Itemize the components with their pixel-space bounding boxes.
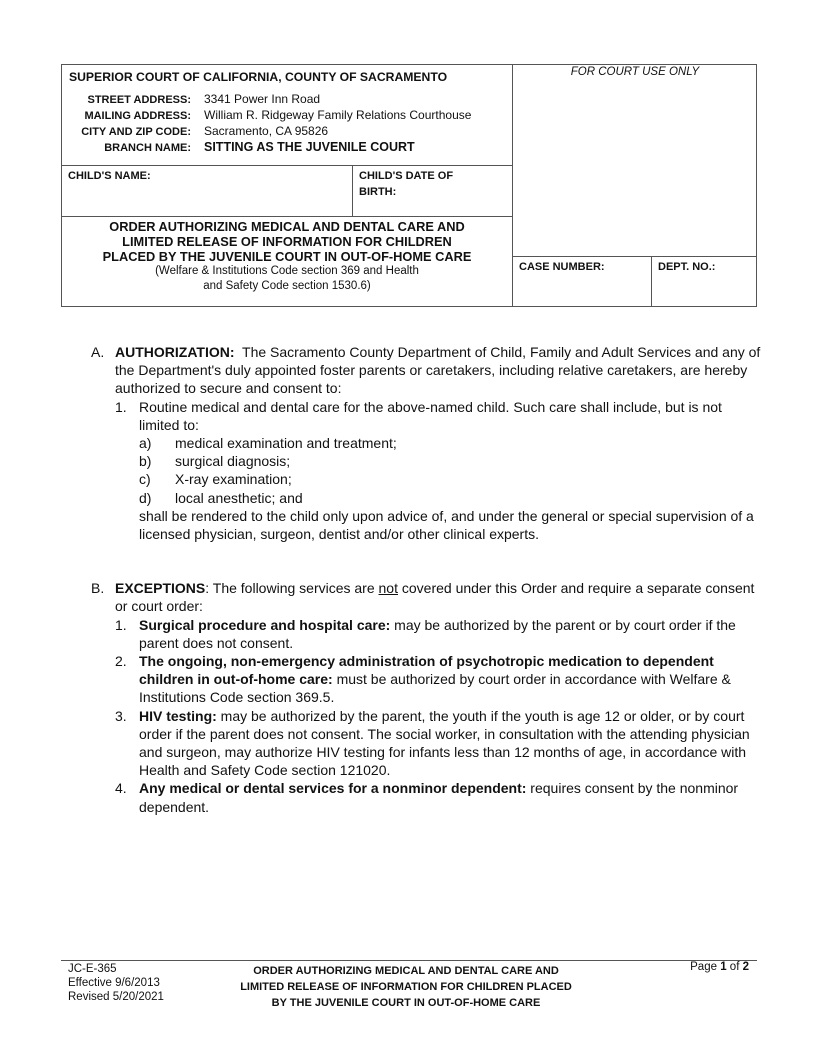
divider: [62, 216, 512, 217]
city-zip-label: CITY AND ZIP CODE:: [81, 126, 191, 138]
list-item: [115, 652, 761, 707]
sub-item-letter: b): [139, 453, 152, 470]
street-address-label: STREET ADDRESS:: [87, 94, 191, 106]
item-text: may be authorized by the parent or by court order if the parent does not consent.: [139, 616, 736, 651]
list-item: [115, 779, 761, 815]
divider: [62, 165, 512, 166]
child-dob-label-2: BIRTH:: [359, 186, 397, 198]
section-exceptions: [91, 579, 761, 816]
section-heading: EXCEPTIONS: [115, 580, 206, 597]
dept-number-field[interactable]: [658, 259, 715, 275]
item-text: Routine medical and dental care for the above-named child. Such care shall include, but is not limited to:: [139, 398, 722, 433]
page-indicator: [690, 961, 749, 973]
court-use-only-label: FOR COURT USE ONLY: [570, 66, 700, 78]
footer-title-line: LIMITED RELEASE OF INFORMATION FOR CHILDREN PLACED: [240, 981, 572, 993]
list-item: [115, 398, 761, 544]
mailing-address: William R. Ridgeway Family Relations Courthouse: [204, 108, 472, 122]
sub-item: [139, 452, 761, 470]
document-title: [62, 219, 512, 294]
list-item: [115, 707, 761, 780]
item-heading: Surgical procedure and hospital care:: [139, 616, 391, 633]
title-line: ORDER AUTHORIZING MEDICAL AND DENTAL CARE AND: [109, 219, 465, 234]
footer-divider: [61, 960, 757, 961]
divider: [352, 165, 353, 216]
case-number-label: CASE NUMBER:: [519, 261, 605, 273]
item-number: 2.: [115, 653, 127, 670]
item-number: 3.: [115, 707, 127, 724]
mailing-address-label: MAILING ADDRESS:: [84, 110, 191, 122]
item-number: 4.: [115, 780, 127, 797]
page-total: 2: [742, 961, 749, 973]
sub-item-text: surgical diagnosis;: [175, 453, 291, 470]
dept-number-label: DEPT. NO.:: [658, 261, 716, 273]
divider: [512, 256, 757, 257]
order-body: [91, 343, 761, 816]
section-letter: A.: [91, 344, 105, 360]
section-intro-cont: covered under this Order and require a separate consent or court order:: [115, 580, 755, 615]
title-citation: and Safety Code section 1530.6): [203, 280, 371, 292]
court-address-block: [62, 91, 471, 155]
item-text: requires consent by the nonminor dependent.: [139, 780, 739, 815]
sub-item-letter: d): [139, 489, 152, 506]
footer-title: [210, 963, 602, 1011]
item-text: must be authorized by court order in accordance with Welfare & Institutions Code section 369.5.: [139, 671, 731, 706]
title-citation: (Welfare & Institutions Code section 369 and Health: [155, 265, 419, 277]
child-dob-label: CHILD'S DATE OF: [359, 170, 454, 182]
divider: [512, 65, 513, 306]
form-id: JC-E-365: [68, 963, 117, 975]
item-number: 1.: [115, 616, 127, 633]
divider: [651, 256, 652, 306]
item-heading: Any medical or dental services for a nonminor dependent:: [139, 780, 527, 797]
footer-title-line: BY THE JUVENILE COURT IN OUT-OF-HOME CARE: [271, 997, 541, 1009]
sub-item-letter: a): [139, 435, 152, 452]
item-text: may be authorized by the parent, the youth if the youth is age 12 or older, or by court order if the parent does not consent. The social worker, in consultation with the attending physician and surgeon, may authorize HIV testing for infants less than 12 months of age, in accordance with Health and Safety Code section 121020.: [139, 707, 750, 779]
branch-name-label: BRANCH NAME:: [104, 142, 191, 154]
page-number: 1: [720, 961, 727, 973]
section-heading: AUTHORIZATION:: [115, 344, 235, 360]
sub-item-text: local anesthetic; and: [175, 489, 303, 506]
child-dob-field[interactable]: [359, 168, 453, 200]
footer-title-line: ORDER AUTHORIZING MEDICAL AND DENTAL CARE AND: [253, 965, 559, 977]
child-name-label: CHILD'S NAME:: [68, 170, 151, 182]
case-number-field[interactable]: [519, 259, 605, 275]
page-of: of: [726, 961, 743, 973]
item-heading: The ongoing, non-emergency administration of psychotropic medication to dependent children in out-of-home care:: [139, 653, 714, 688]
title-line: PLACED BY THE JUVENILE COURT IN OUT-OF-HOME CARE: [102, 249, 472, 264]
effective-date: Effective 9/6/2013: [68, 977, 160, 989]
branch-name: SITTING AS THE JUVENILE COURT: [204, 140, 415, 154]
section-authorization: [91, 343, 761, 543]
sub-item: [139, 434, 761, 452]
item-closing-text: shall be rendered to the child only upon advice of, and under the general or special supervision of a licensed physician, surgeon, dentist and/or other clinical experts.: [139, 507, 754, 543]
sub-item-text: X-ray examination;: [175, 471, 292, 488]
city-zip: Sacramento, CA 95826: [204, 124, 329, 138]
court-name: SUPERIOR COURT OF CALIFORNIA, COUNTY OF SACRAMENTO: [69, 70, 448, 84]
revised-date: Revised 5/20/2021: [68, 991, 164, 1003]
section-intro: The Sacramento County Department of Child, Family and Adult Services and any of the Department's duly appointed foster parents or caretakers, including relative caretakers, are hereby authorized to secure and consent to:: [115, 344, 761, 397]
section-letter: B.: [91, 580, 105, 597]
emphasis-not: not: [378, 580, 398, 597]
page-prefix: Page: [690, 961, 721, 973]
child-name-field[interactable]: [68, 168, 151, 184]
sub-item: [139, 489, 761, 507]
sub-item: [139, 470, 761, 488]
item-heading: HIV testing:: [139, 707, 217, 724]
form-info: [68, 962, 164, 1004]
list-item: [115, 616, 761, 652]
caption-box: [61, 64, 757, 307]
sub-item-letter: c): [139, 471, 151, 488]
section-intro: : The following services are: [205, 580, 379, 597]
item-number: 1.: [115, 398, 127, 415]
sub-item-text: medical examination and treatment;: [175, 435, 397, 452]
street-address: 3341 Power Inn Road: [204, 92, 321, 106]
title-line: LIMITED RELEASE OF INFORMATION FOR CHILDREN: [122, 234, 452, 249]
